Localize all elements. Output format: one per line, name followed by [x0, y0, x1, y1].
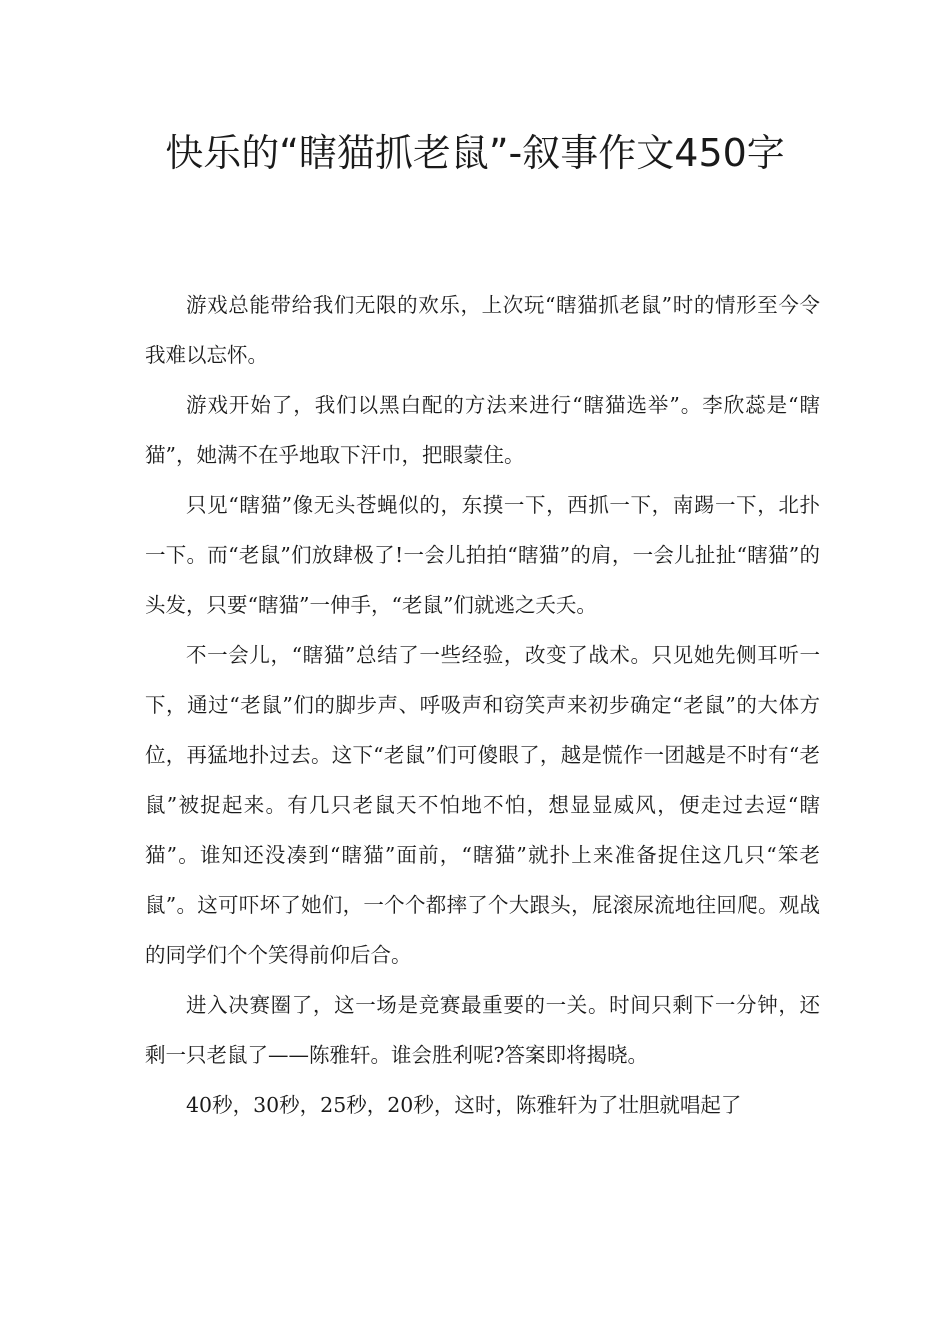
paragraph: 进入决赛圈了，这一场是竞赛最重要的一关。时间只剩下一分钟，还剩一只老鼠了——陈雅轩。谁会胜利呢?答案即将揭晓。 — [145, 993, 820, 1067]
paragraph: 40秒，30秒，25秒，20秒，这时，陈雅轩为了壮胆就唱起了 — [186, 1093, 742, 1117]
document-body — [145, 280, 820, 1130]
document-title: 快乐的“瞎猫抓老鼠”-叙事作文450字 — [165, 131, 785, 175]
paragraph: 游戏总能带给我们无限的欢乐，上次玩“瞎猫抓老鼠”时的情形至今令我难以忘怀。 — [145, 293, 820, 367]
paragraph: 不一会儿，“瞎猫”总结了一些经验，改变了战术。只见她先侧耳听一下，通过“老鼠”们的脚步声、呼吸声和窃笑声来初步确定“老鼠”的大体方位，再猛地扑过去。这下“老鼠”们可傻眼了，越是慌作一团越是不时有“老鼠”被捉起来。有几只老鼠天不怕地不怕，想显显威风，便走过去逗“瞎猫”。谁知还没凑到“瞎猫”面前，“瞎猫”就扑上来准备捉住这几只“笨老鼠”。这可吓坏了她们，一个个都摔了个大跟头，屁滚尿流地往回爬。观战的同学们个个笑得前仰后合。 — [145, 643, 820, 967]
paragraph: 只见“瞎猫”像无头苍蝇似的，东摸一下，西抓一下，南踢一下，北扑一下。而“老鼠”们放肆极了!一会儿拍拍“瞎猫”的肩，一会儿扯扯“瞎猫”的头发，只要“瞎猫”一伸手，“老鼠”们就逃之夭夭。 — [145, 493, 820, 617]
paragraph: 游戏开始了，我们以黑白配的方法来进行“瞎猫选举”。李欣蕊是“瞎猫”，她满不在乎地取下汗巾，把眼蒙住。 — [145, 393, 820, 467]
